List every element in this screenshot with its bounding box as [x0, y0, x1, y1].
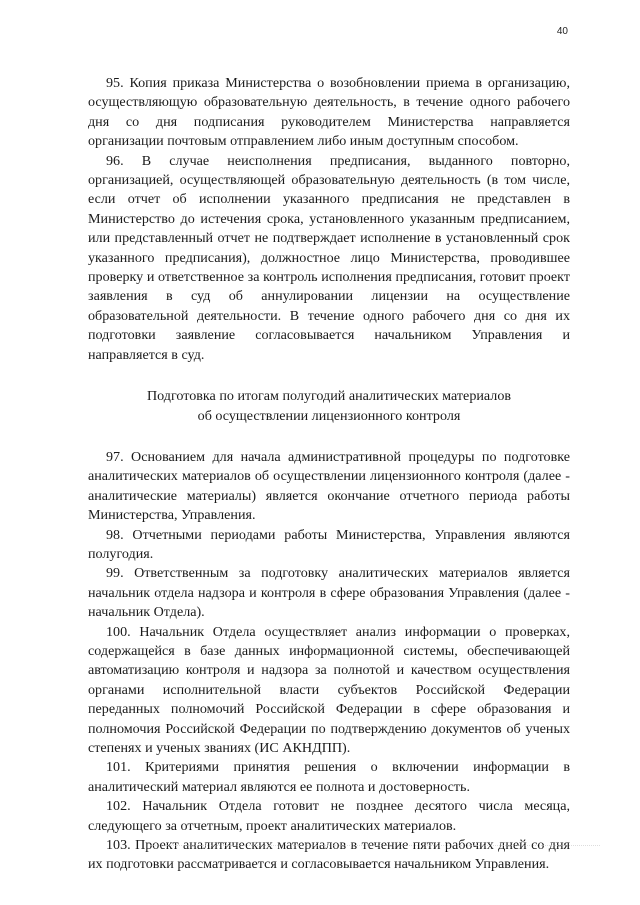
paragraph-103: 103. Проект аналитических материалов в течение пяти рабочих дней со дня их подготовки рассматривается и согласовывается начальником Управления. [88, 837, 570, 873]
paragraph-99: 99. Ответственным за подготовку аналитических материалов является начальник отдела надзора и контроля в сфере образования Управления (далее - начальник Отдела). [88, 565, 570, 621]
section-heading-line-2: об осуществлении лицензионного контроля [197, 407, 461, 424]
paragraph-98: 98. Отчетными периодами работы Министерства, Управления являются полугодия. [88, 526, 570, 562]
paragraph-97: 97. Основанием для начала административной процедуры по подготовке аналитических материалов об осуществлении лицензионного контроля (далее - аналитические материалы) является окончание отчетного периода работы Министерства, Управления. [88, 448, 570, 524]
paragraph-95: 95. Копия приказа Министерства о возобновлении приема в организацию, осуществляющую образовательную деятельность, в течение одного рабочего дня со дня подписания руководителем Министерства направляется организации почтовым отправлением либо иным доступным способом. [88, 75, 570, 150]
page-number: 40 [556, 26, 568, 37]
section-heading-line-1: Подготовка по итогам полугодий аналитических материалов [146, 388, 512, 405]
scan-artifact-dots [150, 845, 600, 850]
section-heading [88, 387, 570, 426]
paragraph-100: 100. Начальник Отдела осуществляет анализ информации о проверках, содержащейся в базе данных информационной системы, обеспечивающей автоматизацию контроля и надзора за полнотой и качеством осуществления органами исполнительной власти субъектов Российской Федерации переданных полномочий Российской Федерации в сфере образования и полномочия Российской Федерации по подтверждению документов об ученых степенях и ученых званиях (ИС АКНДПП). [88, 623, 570, 756]
paragraph-101: 101. Критериями принятия решения о включении информации в аналитический материал являются ее полнота и достоверность. [88, 759, 570, 795]
paragraph-96: 96. В случае неисполнения предписания, выданного повторно, организацией, осуществляющей образовательную деятельность (в том числе, если отчет об исполнении указанного предписания не представлен в Министерство до истечения срока, установленного указанным предписанием, или представленный отчет не подтверждает исполнение в установленный срок указанного предписания), должностное лицо Министерства, проводившее проверку и ответственное за контроль исполнения предписания, готовит проект заявления в суд об аннулировании лицензии на осуществление образовательной деятельности. В течение одного рабочего дня со дня их подготовки заявление согласовывается начальником Управления и направляется в суд. [88, 152, 570, 363]
document-body [88, 74, 570, 875]
paragraph-102: 102. Начальник Отдела готовит не позднее десятого числа месяца, следующего за отчетным, проект аналитических материалов. [88, 798, 570, 834]
